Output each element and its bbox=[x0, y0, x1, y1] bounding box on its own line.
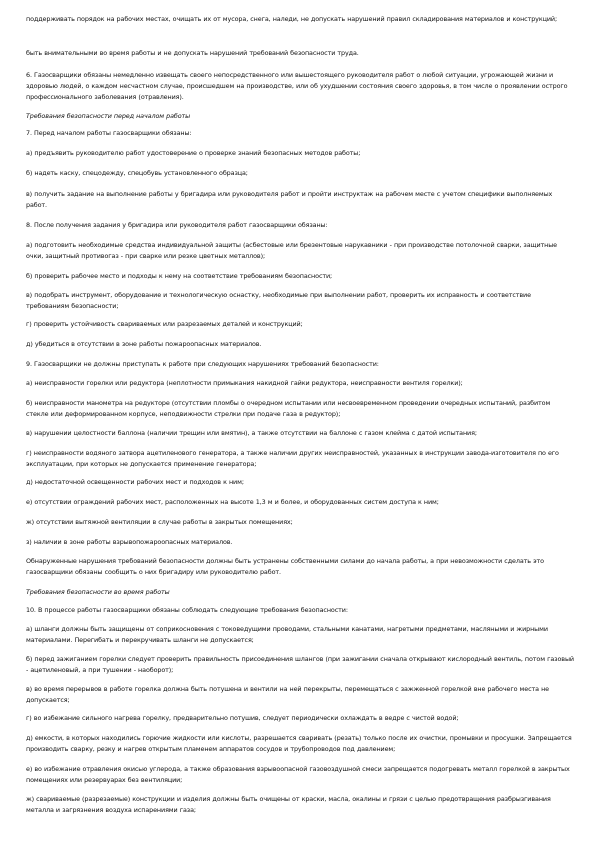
paragraph-9zh: ж) отсутствии вытяжной вентиляции в случае работы в закрытых помещениях; bbox=[26, 518, 293, 526]
paragraph-10: 10. В процессе работы газосварщики обязаны соблюдать следующие требования безопасности: bbox=[26, 606, 348, 614]
paragraph-7b: б) надеть каску, спецодежду, спецобувь установленного образца; bbox=[26, 169, 248, 177]
paragraph-8a: а) подготовить необходимые средства индивидуальной защиты (асбестовые или брезентовые нарукавники - при производстве потолочной сварки, защитные очки, защитный противогаз - при сварке или резке цветных металлов); bbox=[26, 241, 557, 260]
paragraph-9: 9. Газосварщики не должны приступать к работе при следующих нарушениях требований безопасности: bbox=[26, 360, 379, 368]
paragraph-9g: г) неисправности водяного затвора ацетиленового генератора, а также наличии других неисправностей, указанных в инструкции завода-изготовителя по его эксплуатации, при которых не допускается применение генератора; bbox=[26, 449, 559, 468]
paragraph-violations-fix: Обнаруженные нарушения требований безопасности должны быть устранены собственными силами до начала работы, а при невозможности сделать это газосварщики обязаны сообщить о них бригадиру или руководителю работ. bbox=[26, 557, 544, 576]
paragraph-9v: в) нарушении целостности баллона (наличии трещин или вмятин), а также отсутствии на баллоне с газом клейма с датой испытания; bbox=[26, 429, 477, 437]
paragraph-continuation: поддерживать порядок на рабочих местах, очищать их от мусора, снега, наледи, не допускать нарушений правил складирования материалов и конструкций; bbox=[26, 15, 558, 23]
paragraph-attention: быть внимательными во время работы и не допускать нарушений требований безопасности труда. bbox=[26, 49, 359, 57]
paragraph-9b: б) неисправности манометра на редукторе (отсутствии пломбы о очередном испытании или несвоевременном проведении очередных испытаний, разбитом стекле или деформированном корпусе, неподвижности стрелки при подаче газа в редуктор); bbox=[26, 399, 551, 418]
paragraph-9e: е) отсутствии ограждений рабочих мест, расположенных на высоте 1,3 м и более, и оборудованных систем доступа к ним; bbox=[26, 498, 439, 506]
paragraph-10a: а) шланги должны быть защищены от соприкосновения с токоведущими проводами, стальными канатами, нагретыми предметами, масляными и жирными материалами. Перегибать и перекручивать шланги не допускается; bbox=[26, 625, 548, 644]
paragraph-8v: в) подобрать инструмент, оборудование и технологическую оснастку, необходимые при выполнении работ, проверить их исправность и соответствие требованиям безопасности; bbox=[26, 291, 531, 310]
paragraph-8b: б) проверить рабочее место и подходы к нему на соответствие требованиям безопасности; bbox=[26, 272, 333, 280]
paragraph-8g: г) проверить устойчивость свариваемых или разрезаемых деталей и конструкций; bbox=[26, 320, 303, 328]
section-heading-during-work: Требования безопасности во время работы bbox=[26, 588, 170, 596]
paragraph-10e: е) во избежание отравления окисью углерода, а также образования взрывоопасной газовоздушной смеси запрещается подогревать металл горелкой в закрытых помещениях или резервуарах без вентиляции; bbox=[26, 765, 570, 784]
paragraph-7a: а) предъявить руководителю работ удостоверение о проверке знаний безопасных методов работы; bbox=[26, 149, 361, 157]
paragraph-10v: в) во время перерывов в работе горелка должна быть потушена и вентили на ней перекрыты, перемещаться с зажженной горелкой вне рабочего места не допускается; bbox=[26, 685, 550, 704]
paragraph-10g: г) во избежание сильного нагрева горелку, предварительно потушив, следует периодически охлаждать в ведре с чистой водой; bbox=[26, 714, 459, 722]
paragraph-10d: д) емкости, в которых находились горючие жидкости или кислоты, разрешается сваривать (резать) только после их очистки, промывки и просушки. Запрещается производить сварку, резку и нагрев открытым пламенем аппаратов сосудов и трубопроводов под давлением; bbox=[26, 734, 572, 753]
paragraph-8d: д) убедиться в отсутствии в зоне работы пожароопасных материалов. bbox=[26, 340, 262, 348]
paragraph-7v: в) получить задание на выполнение работы у бригадира или руководителя работ и пройти инструктаж на рабочем месте с учетом специфики выполняемых работ. bbox=[26, 190, 553, 209]
paragraph-10b: б) перед зажиганием горелки следует проверить правильность присоединения шлангов (при зажигании сначала открывают кислородный вентиль, потом газовый - ацетиленовый, а при тушении - наоборот); bbox=[26, 655, 574, 674]
section-heading-before-work: Требования безопасности перед началом работы bbox=[26, 112, 191, 120]
paragraph-8: 8. После получения задания у бригадира или руководителя работ газосварщики обязаны: bbox=[26, 221, 328, 229]
paragraph-6: 6. Газосварщики обязаны немедленно извещать своего непосредственного или вышестоящего руководителя работ о любой ситуации, угрожающей жизни и здоровью людей, о каждом несчастном случае, происшедшем на производстве, или об ухудшении состояния своего здоровья, в том числе о проявлении острого профессионального заболевания (отравления). bbox=[26, 71, 568, 101]
paragraph-10zh: ж) свариваемые (разрезаемые) конструкции и изделия должны быть очищены от краски, масла, окалины и грязи с целью предотвращения разбрызгивания металла и загрязнения воздуха испарениями газа; bbox=[26, 795, 551, 814]
paragraph-7: 7. Перед началом работы газосварщики обязаны: bbox=[26, 129, 192, 137]
paragraph-9z: з) наличии в зоне работы взрывопожароопасных материалов. bbox=[26, 538, 233, 546]
paragraph-9d: д) недостаточной освещенности рабочих мест и подходов к ним; bbox=[26, 478, 244, 486]
paragraph-9a: а) неисправности горелки или редуктора (неплотности примыкания накидной гайки редуктора, неисправности вентиля горелки); bbox=[26, 379, 463, 387]
